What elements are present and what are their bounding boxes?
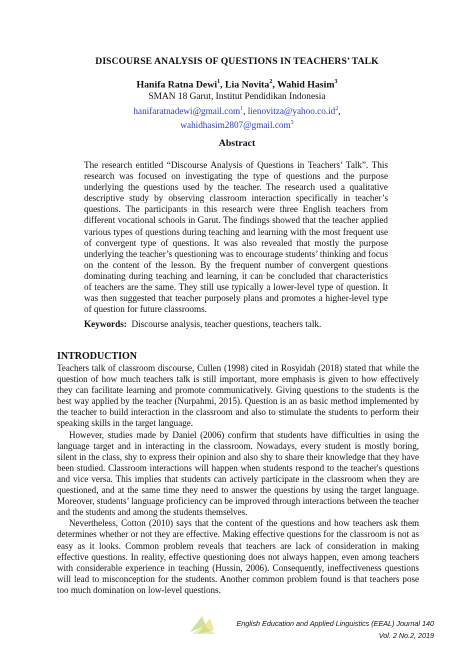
keywords-label: Keywords: [84,319,127,329]
abstract-heading: Abstract [218,138,256,149]
author-name: Wahid Hasim [277,79,335,91]
author-sup: 3 [334,79,338,85]
abstract-text: The research entitled “Discourse Analysis of Questions in Teachers’ Talk”. This research was focused on investigating the type of questions and the purpose underlying the questions used by the teacher. The research used a qualitative descriptive study by observing classroom interaction specifically in teacher’s questions. The participants in this research were three English teachers from different vocational schools in Garut. The findings showed that the teacher applied various types of questions during teaching and learning with the most frequent use of convergent type of questions. It was also revealed that mostly the purpose underlying the teacher’s questioning was to encourage students’ thinking and focus on the content of the lesson. By the frequent number of convergent questions dominating during teaching and learning, it can be concluded that characteristics of teachers are the same. They still use typically a lower-level type of question. It was then suggested that teacher purposely plans and promotes a higher-level type of question for future classrooms. [84,160,388,315]
footer-journal: English Education and Applied Linguistics (EEAL) Journal 140 [236,619,434,628]
author-sup: 1 [217,79,221,85]
email-separator: , [243,106,248,117]
body-paragraph: Nevertheless, Cotton (2010) says that the content of the questions and how teachers ask them determines whether or not they are effective. Making effective questions for the classroom is not as easy as it looks. Common problem reveals that teachers are lack of consideration in making effective questions. In reality, effective questioning does not always happen, even among teachers with considerable experience in teaching (Hussin, 2006). Consequently, ineffectiveness questions will lead to misconception for the students. Another common problem found is that teachers pose too much domination on low-level questions. [57,518,419,595]
email-separator: , [338,106,341,117]
keywords-text: Discourse analysis, teacher questions, teachers talk. [131,319,322,329]
email-list [0,103,474,131]
author-list [0,79,474,90]
email-link[interactable]: wahidhasim2807@gmail.com$^3$ [180,120,294,131]
author-name: Lia Novita [224,79,270,91]
email-link[interactable]: $lienovitza@yahoo.co.id^2$ [247,106,339,117]
author-separator: , [272,79,278,91]
keywords-line [84,319,388,329]
author-sup: 2 [269,79,273,85]
body-text [57,363,419,596]
affiliation: SMAN 18 Garut, Institut Pendidikan Indonesia [148,92,326,102]
author-name: Hanifa Ratna Dewi [136,79,218,91]
section-heading: INTRODUCTION [57,351,138,362]
body-paragraph: However, studies made by Daniel (2006) confirm that students have difficulties in using the language target and in interacting in the classroom. Nowadays, every student is mostly boring, silent in the class, shy to express their opinion and also shy to share their knowledge that they have been studied. Classroom interactions will happen when students respond to the teacher's questions and vice versa. This implies that students can actively participate in the classroom when they are questioned, and at the same time they need to answer the questions by using the target language. Moreover, students’ language proficiency can be improved through interactions between the teacher and the students and among the students themselves. [57,429,419,518]
footer-volume: Vol. 2 No.2, 2019 [378,631,434,640]
body-paragraph: Teachers talk of classroom discourse, Cullen (1998) cited in Rosyidah (2018) stated that while the question of how much teachers talk is still important, more emphasis is given to how effectively they can facilitate learning and promote communicatively. Giving questions to the students is the best way applied by the teacher (Nurpahmi, 2015). Question is an as basic method implemented by the teacher to build interaction in the classroom and also to stimulate the students to perform their speaking skills in the target language. [57,363,419,429]
author-separator: , [220,79,225,91]
email-link[interactable]: hanifaratnadewi@gmail.com$^1$ [133,106,244,117]
paper-title: DISCOURSE ANALYSIS OF QUESTIONS IN TEACHERS’ TALK [95,56,379,67]
